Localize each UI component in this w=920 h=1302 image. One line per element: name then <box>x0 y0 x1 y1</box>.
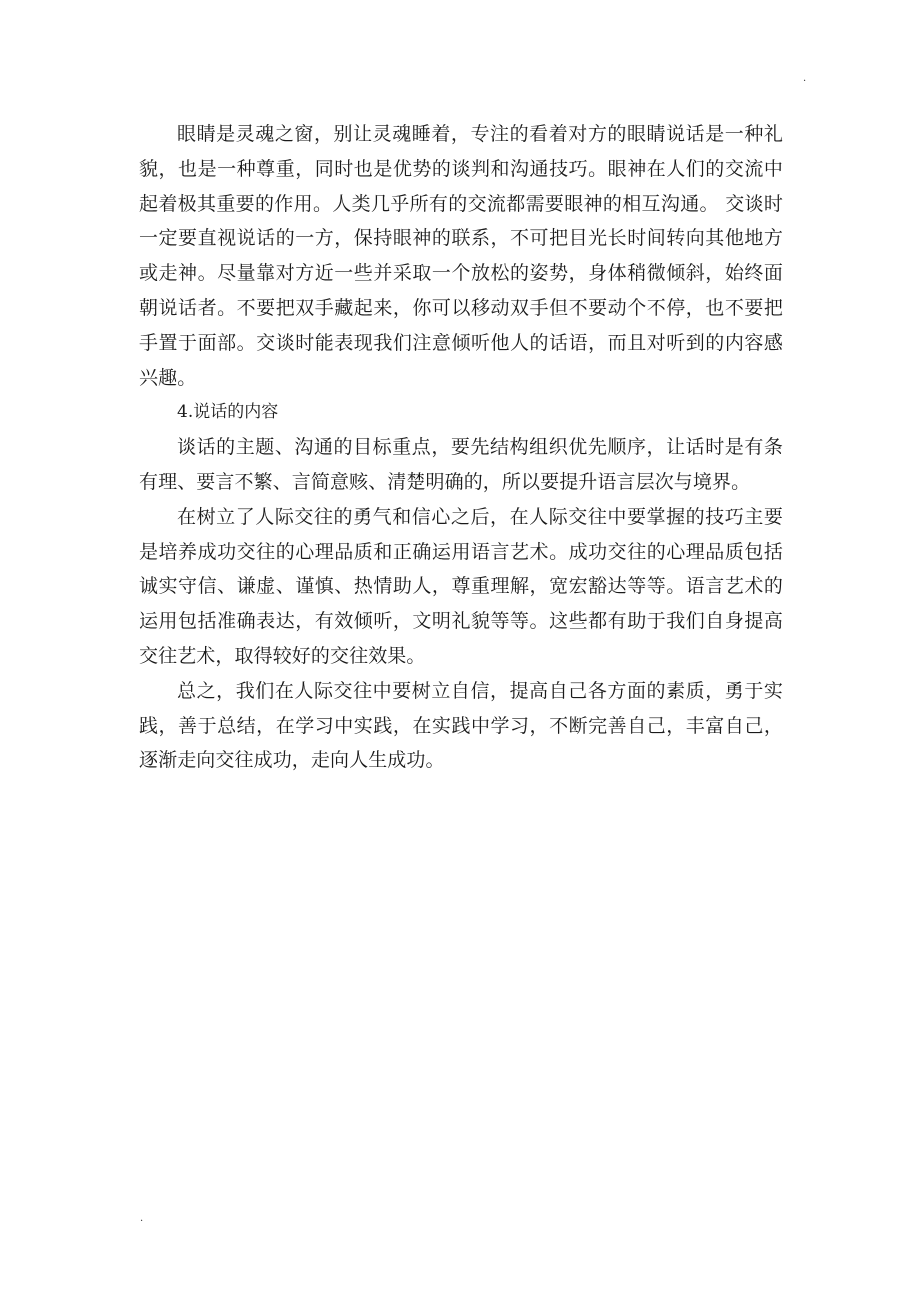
paragraph-speech-content: 谈话的主题、沟通的目标重点，要先结构组织优先顺序，让话时是有条有理、要言不繁、言简意赅、清楚明确的，所以要提升语言层次与境界。 <box>139 436 783 493</box>
paragraph-communication-skills: 在树立了人际交往的勇气和信心之后，在人际交往中要掌握的技巧主要是培养成功交往的心理品质和正确运用语言艺术。成功交往的心理品质包括诚实守信、谦虚、谨慎、热情助人，尊重理解，宽宏豁达等等。语言艺术的运用包括准确表达，有效倾听，文明礼貌等等。这些都有助于我们自身提高交往艺术，取得较好的交往效果。 <box>139 505 783 667</box>
section-heading-speech-content: 4.说话的内容 <box>177 402 279 423</box>
paragraph-conclusion: 总之，我们在人际交往中要树立自信，提高自己各方面的素质，勇于实践，善于总结，在学习中实践，在实践中学习，不断完善自己，丰富自己，逐渐走向交往成功，走向人生成功。 <box>139 679 783 772</box>
page-mark-top: . <box>803 73 807 84</box>
document-body <box>139 117 783 778</box>
paragraph-eye-contact: 眼睛是灵魂之窗，别让灵魂睡着，专注的看着对方的眼睛说话是一种礼貌，也是一种尊重，同时也是优势的谈判和沟通技巧。眼神在人们的交流中起着极其重要的作用。人类几乎所有的交流都需要眼神的相互沟通。 交谈时一定要直视说话的一方，保持眼神的联系，不可把目光长时间转向其他地方或走神。尽量靠对方近一些并采取一个放松的姿势，身体稍微倾斜，始终面朝说话者。不要把双手藏起来，你可以移动双手但不要动个不停，也不要把手置于面部。交谈时能表现我们注意倾听他人的话语，而且对听到的内容感兴趣。 <box>139 123 783 389</box>
page-mark-bottom: . <box>140 1213 144 1224</box>
